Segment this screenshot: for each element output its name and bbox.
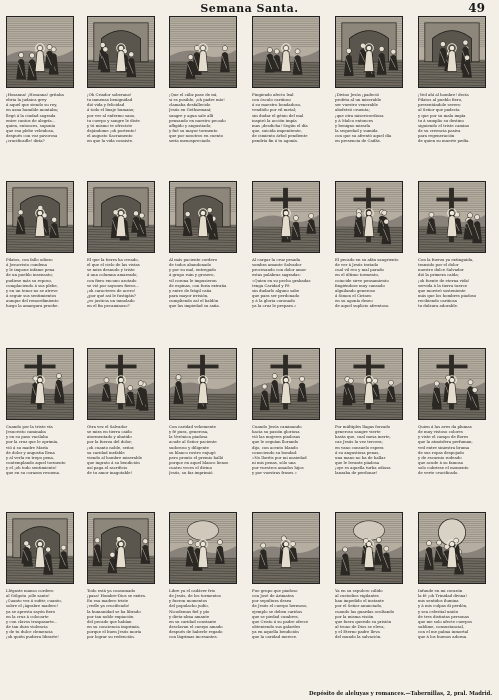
verse-line: de tan dura violencia: [6, 624, 48, 630]
verse-line: se mira desnudo y triste: [87, 267, 135, 273]
verse-line: y con clavos traspasarte...: [6, 618, 58, 624]
woodcut-illustration: [418, 181, 486, 253]
verse-line: mis sentidos ilumina: [418, 598, 459, 604]
verse-line: de Jesús, de los tormentos: [169, 593, 221, 599]
verse-caption: [6, 588, 74, 640]
verse-line: dió la primera caída;: [418, 272, 459, 278]
verse-line: Infunde en mi corazón: [418, 588, 463, 593]
verse-line: y en un tenor no se atreve: [6, 287, 58, 293]
verse-line: ¡pasa! Hombre-Dios se exitra.: [87, 593, 147, 599]
woodcut-illustration: [418, 512, 486, 584]
verse-caption: [252, 588, 320, 640]
woodcut-illustration: [87, 348, 155, 420]
verse-line: Cuando por la triste vía: [6, 424, 53, 429]
verse-line: pendría fin á tu agonía.: [252, 138, 299, 144]
verse-line: inspiró la acción impía: [252, 117, 297, 123]
verse-line: más que los hombres piadoso: [418, 293, 477, 299]
verse-line: que morriró sosteniente: [418, 287, 466, 293]
verse-line: que le levante piadosa: [335, 460, 380, 466]
verse-line: en asna humilde montaba;: [6, 107, 59, 113]
verse-line: y á la gloria coronado: [252, 298, 295, 304]
verse-line: abofeteó cruenta;: [335, 107, 370, 113]
verse-line: cae Jesús la vez tercera;: [335, 439, 383, 445]
verse-line: sin dudarlo alguno sabe: [252, 287, 300, 293]
verse-line: por la fuerza del dolor;: [87, 439, 133, 445]
verse-caption: [169, 92, 237, 144]
verse-line: que le seguían llorando: [252, 439, 299, 445]
verse-line: porque en aquel blanco lienzo: [169, 460, 229, 466]
verse-line: ¿por qué así le fustigáis?: [87, 293, 137, 299]
verse-line: con lágrimas incesantes.: [169, 634, 218, 640]
verse-line: ejemplo se deben cariños: [252, 608, 303, 614]
verse-line: ¡oh cuanto noble, señor,: [87, 444, 135, 450]
verse-caption: [252, 257, 320, 309]
verse-line: clamaba desfallecido: [169, 102, 211, 108]
verse-line: y por su mal, entregado: [169, 267, 217, 273]
verse-line: ya la cruz le prepara.»: [252, 303, 297, 309]
verse-line: de ver á Jesús tratado: [335, 262, 379, 268]
verse-line: que acude á su famosa: [418, 460, 463, 466]
verse-line: y al verla en trepo pena,: [6, 454, 55, 460]
verse-line: en el fin pecaminoso?: [87, 303, 130, 309]
verse-caption: [418, 588, 486, 640]
verse-line: hacia su pasión gloriosa: [252, 429, 300, 435]
verse-line: ebria la judaica grey: [6, 97, 47, 103]
verse-line: á todo el linaje humano;: [87, 107, 135, 113]
verse-line: del mundo la salvación.: [335, 634, 382, 640]
verse-line: en su agonía deseo: [335, 298, 373, 304]
verse-line: sudoroso y diligente: [169, 444, 209, 450]
verse-line: en presencia de Caifás.: [335, 138, 382, 144]
verse-line: al Señor que padecía: [418, 107, 460, 113]
verse-line: quien, entonces, suponía: [6, 122, 56, 128]
verse-line: la Verónica piadosa: [169, 434, 208, 440]
verse-line: transido por el dolor: [418, 262, 459, 268]
verse-line: al Gólgota ¡oíle santo!: [6, 593, 50, 599]
verse-line: de muy vistoso colores: [418, 429, 463, 435]
verse-line: del populacho judío,: [169, 603, 209, 609]
woodcut-illustration: [6, 16, 74, 88]
verse-line: En esa madero triste: [87, 598, 129, 604]
verse-line: ¡Oh Criador soberano!: [87, 92, 132, 97]
verse-line: al custodios vigilantes: [335, 593, 379, 599]
woodcut-illustration: [252, 16, 320, 88]
verse-line: Otra vez el Salvador: [87, 424, 128, 429]
verse-line: que fuera querido su prisión: [335, 618, 392, 624]
verse-line: y sea celestial unión: [418, 608, 459, 614]
woodcut-illustration: [169, 512, 237, 584]
verse-line: y fué su mayor tormento: [169, 128, 218, 134]
verse-line: acude al Señor paciente: [169, 439, 217, 445]
verse-line: á grupo ruin y grosero,: [169, 272, 215, 278]
woodcut-illustration: [6, 512, 74, 584]
verse-line: con fiero encono azotado: [87, 277, 137, 283]
verse-line: para regeneración: [418, 133, 455, 139]
verse-line: pudiese más su reposo,: [6, 277, 53, 283]
verse-line: por la cruz que le oprimía,: [6, 439, 59, 445]
verse-line: á su maestro bondadoso,: [252, 102, 302, 108]
verse-line: afligido y angustiado;: [169, 122, 212, 128]
verse-caption: [335, 257, 403, 309]
verse-line: Con caridad vehemente: [169, 424, 216, 429]
verse-line: El que la tierra ha creado,: [87, 257, 139, 262]
verse-line: cumpliendo así el baldón: [169, 298, 219, 304]
verse-line: de un pueblo insensato;: [6, 272, 53, 278]
woodcut-illustration: [335, 16, 403, 88]
verse-line: y por vuestras frases.»: [252, 470, 297, 476]
verse-line: de Jesús el cuerpo hermoso,: [252, 603, 308, 609]
verse-line: ¡oye es aquella turba odiosa: [335, 465, 391, 471]
woodcut-illustration: [169, 16, 237, 88]
verse-caption: [418, 257, 486, 309]
verse-line: nuestro dulce Salvador: [418, 267, 464, 273]
woodcut-illustration: [252, 181, 320, 253]
verse-line: que por nosotros en cuento: [169, 133, 224, 139]
verse-line: por el Señor anunciado,: [335, 603, 383, 609]
verse-caption: [252, 92, 320, 144]
verse-line: ¡que otra misericordiosa: [335, 112, 384, 118]
verse-caption: [335, 424, 403, 476]
verse-line: sería menospreciado.: [169, 138, 212, 144]
verse-line: alguilando generoso: [335, 287, 376, 293]
verse-line: á seguir sus sentimientos: [6, 293, 57, 299]
verse-line: procesando con dolor amor: [252, 267, 307, 273]
verse-line: Jesucristo caminaba: [6, 429, 46, 435]
verse-line: Cuando Jesús caminando: [252, 424, 302, 429]
woodcut-illustration: [6, 181, 74, 253]
verse-line: pensando en nuestro pecado: [169, 117, 226, 123]
verse-line: la sequedad y sumida: [335, 128, 378, 134]
woodcut-illustration: [252, 348, 320, 420]
verse-line: vió á su madre María: [6, 444, 48, 450]
verse-line: y le impone infame pena: [6, 267, 55, 273]
verse-line: complaciendo á sus plebe,: [6, 282, 58, 288]
verse-line: tu dulzura adorable.: [418, 303, 459, 309]
verse-line: y á Malco entonces: [335, 117, 373, 123]
verse-line: vió las mujeres piadosas: [252, 434, 301, 440]
verse-line: á su angustiosa penas,: [335, 449, 380, 455]
verse-line: después de haberle regado: [169, 629, 223, 635]
verse-line: con que su afrentó aquel día: [335, 133, 392, 139]
verse-line: El pecado en su afán sangriento: [335, 257, 399, 262]
verse-line: y en su paso vacilaba: [6, 434, 48, 440]
verse-line: que ingrato á su bendición: [87, 460, 140, 466]
verse-line: á Jesucristo condena: [6, 262, 47, 268]
verse-line: de sus ropas despojado: [418, 449, 464, 455]
woodcut-illustration: [169, 181, 237, 253]
verse-line: así paga el sacrificio: [87, 465, 128, 471]
verse-caption: [87, 257, 155, 309]
verse-line: vendiólo por vil metal;: [252, 107, 297, 113]
verse-caption: [87, 588, 155, 640]
verse-caption: [6, 424, 74, 476]
verse-line: coincide sirve pensamiento: [335, 277, 389, 283]
verse-line: si es posible, ¡oh padre mío!: [169, 97, 225, 103]
verse-caption: [335, 588, 403, 640]
verse-line: Llégaste manso cordero: [6, 588, 54, 593]
verse-line: de espinas, con furia extraña: [169, 282, 227, 288]
verse-line: generoso sangre vierte: [335, 429, 381, 435]
verse-line: dió vida y felicidad: [87, 102, 125, 108]
verse-line: que esa plebe veleidosa,: [6, 128, 55, 134]
verse-line: Ya en su sepulcro cálido: [335, 588, 383, 593]
verse-line: tu á sumplio su destino: [418, 117, 464, 123]
verse-line: Jesús en Gethsemaní;: [169, 107, 212, 113]
verse-caption: [418, 424, 486, 476]
verse-line: sin dudar el génio del mal: [252, 112, 304, 118]
verse-line: por tan noble expiación: [87, 613, 134, 619]
verse-line: sublime, consustancial,: [418, 624, 465, 630]
verse-line: de tu amor inagotable!: [87, 470, 133, 476]
verse-caption: [169, 257, 237, 309]
verse-line: Al más paciente cordero: [169, 257, 218, 262]
verse-line: ¡Hosanna! ¡Hosanna! gritaba: [6, 92, 64, 97]
verse-line: hasta que, cual mesa inerte,: [335, 434, 391, 440]
verse-line: del pecado que habían: [87, 618, 132, 624]
verse-line: Todo está ya consumado: [87, 588, 136, 593]
verse-line: al trono de Dios se eleva,: [335, 624, 385, 630]
verse-line: Libre ya el cadáver frío: [169, 588, 216, 593]
verse-line: desclavan el cuerpo amado: [169, 624, 223, 630]
verse-line: «No lloréis por mi ansiedad: [252, 454, 307, 460]
verse-line: ¡Divino Jesús ¡padeció: [335, 92, 379, 97]
verse-line: de su creencia pasiva: [418, 128, 461, 134]
verse-caption: [169, 424, 237, 476]
verse-line: viendo al hombre miserable: [87, 454, 142, 460]
verse-line: en que la vida consiste.: [87, 138, 134, 144]
verse-line: Con la fuerza ya extinguida,: [418, 257, 474, 262]
verse-line: que Cristo á su padre ofrece: [252, 618, 309, 624]
verse-caption: [87, 424, 155, 476]
verse-line: pero pronto el premio halló: [169, 454, 224, 460]
verse-line: y de escarnio rodeado: [418, 454, 462, 460]
verse-line: porque el buen Jesús moría: [87, 629, 142, 635]
verse-line: ¡oh quién pudiera librarte!: [6, 634, 59, 640]
woodcut-illustration: [335, 512, 403, 584]
verse-line: de aquel suplicio afrentoso.: [335, 303, 390, 309]
verse-line: la humanidad se ha librado: [87, 608, 141, 614]
verse-line: cuando las guardas ocultando: [335, 608, 395, 614]
verse-caption: [6, 92, 74, 144]
verse-line: y viste el campo de flores: [418, 434, 469, 440]
verse-line: Pilatos al pueblo fiero,: [418, 97, 463, 103]
verse-line: su caridad inefable: [87, 449, 125, 455]
verse-line: con José de Arimatea: [252, 593, 294, 599]
verse-line: después con voz pavorosa: [6, 133, 58, 139]
verse-line: y que por su mala impía: [418, 112, 466, 118]
verse-line: cual vil reo y mal parado: [335, 267, 384, 273]
verse-line: ¡oh caracteres de acero!: [87, 287, 136, 293]
verse-line: de dolor y angustia llena: [6, 449, 55, 455]
page-title: Semana Santa.: [200, 2, 299, 15]
verse-line: profeta al un miserable: [335, 97, 382, 103]
verse-line: ya en aquella bendición: [252, 629, 299, 635]
verse-line: y fé pura, generosa,: [169, 429, 209, 435]
verse-line: en su caridad constante: [169, 618, 217, 624]
verse-line: ¡Ved ahí al hombre! decía: [418, 92, 469, 97]
verse-line: sangre y agua sale allí: [169, 112, 214, 118]
verse-line: el augusto Sacramento: [87, 133, 133, 139]
verse-line: y el ¡oh todo sentimiento!: [6, 465, 57, 471]
verse-line: tu inmensa benignidad: [87, 97, 133, 103]
verse-line: contemplando aquel tormento: [6, 460, 66, 466]
verse-line: que en su corazon resuena.: [6, 470, 61, 476]
verse-line: y entre de frágil caña: [169, 287, 212, 293]
verse-line: estas palabras sagradas:: [252, 272, 301, 278]
verse-line: Por múltiples llagas forzado: [335, 424, 391, 429]
verse-line: de todos abandonado: [169, 262, 212, 268]
verse-line: de verte crucificado.: [418, 470, 459, 476]
verse-line: ¡vedle ya crucificado!: [87, 603, 130, 609]
verse-line: á Simon el Cirineo: [335, 293, 372, 299]
verse-line: con el me palma inmortal: [418, 629, 469, 635]
verse-line: ¡oh fuente de eterna vida!: [418, 277, 470, 283]
verse-line: y á mis culpas di perdón,: [418, 603, 468, 609]
publisher-imprint: Depósito de aleluyas y romances.—Tabernillas, 2, pral. Madrid.: [308, 691, 492, 697]
verse-caption: [6, 257, 74, 309]
verse-line: se vió por sayones fieros...: [87, 282, 140, 288]
verse-line: que las impiedad su saña.: [169, 303, 220, 309]
verse-line: y el Eterno padre lleva: [335, 629, 380, 635]
woodcut-illustration: [252, 512, 320, 584]
verse-line: sombra amante Salvador: [252, 262, 302, 268]
verse-line: Nicodemus fiel y pío: [169, 608, 210, 614]
verse-line: recibiendo cariñosa: [418, 298, 457, 304]
verse-line: por lograr su redención.: [87, 634, 135, 640]
verse-line: Al cargar la cruz pesada: [252, 257, 301, 262]
woodcut-illustration: [87, 181, 155, 253]
verse-line: ya se apresta sayón fiero: [6, 608, 56, 614]
verse-line: obteniendo sus galardes: [252, 624, 301, 630]
woodcut-illustration: [87, 512, 155, 584]
verse-line: ¡crucificadle! diría?: [6, 138, 45, 144]
woodcut-illustration: [418, 16, 486, 88]
verse-line: por vuestros amados hijos: [252, 465, 304, 471]
woodcut-illustration: [6, 348, 74, 420]
verse-line: y fueron momentos: [169, 598, 208, 604]
verse-line: el que el cielo de las vistas: [87, 262, 140, 268]
verse-line: dejándome ¡oh portento!: [87, 128, 137, 134]
verse-line: conociendo su bondad:: [252, 449, 298, 455]
verse-line: ni mis penas, sólo una: [252, 460, 296, 466]
verse-line: con ósculo cariñoso: [252, 97, 291, 103]
verse-line: «Quien en su pecho grabadas: [252, 277, 311, 283]
verse-line: y de tu dulce clemencia: [6, 629, 53, 635]
verse-line: de tres distintas personas: [418, 613, 469, 619]
verse-line: Fue grupo que piadoso: [252, 588, 298, 593]
verse-caption: [252, 424, 320, 476]
verse-line: llegó á la ciudad sagrada: [6, 112, 56, 118]
woodcut-illustration: [335, 348, 403, 420]
page-number: 49: [468, 1, 485, 15]
verse-line: de cimiento árbol pendiente: [252, 133, 308, 139]
verse-line: atormentado y abatido: [87, 434, 132, 440]
verse-line: en vano consuelo espera: [335, 444, 384, 450]
verse-line: la fé ¡oh Trinidad divina!: [418, 593, 467, 599]
verse-line: á aquel que siendo su rey,: [6, 102, 58, 108]
verse-line: que la atmósfera perfuman,: [418, 439, 473, 445]
woodcut-illustration: [169, 348, 237, 420]
verse-line: que la caridad merece.: [252, 634, 298, 640]
verse-line: ¡Que el cáliz pase de mí,: [169, 92, 218, 97]
verse-line: Fingiendo afecto leal: [252, 92, 294, 97]
verse-line: y dieta-alma amante: [169, 613, 210, 619]
verse-line: luego la amargura pruebe.: [6, 303, 59, 309]
verse-line: por sepultura desea: [252, 598, 292, 604]
verse-line: ser vuestro venerable: [335, 102, 378, 108]
verse-line: y benigno mirarla: [335, 122, 371, 128]
verse-line: Quien á las aves da plumas: [418, 424, 472, 429]
verse-line: sobre el ¡ágrabre madero!: [6, 603, 59, 609]
verse-line: ¡Cuanto vez á sufrir, cuanto,: [6, 598, 62, 604]
verse-line: entre cantos de alegría...: [6, 117, 56, 123]
woodcut-illustration: [87, 16, 155, 88]
verse-line: aunque del remordimiento: [6, 298, 59, 304]
verse-line: para mayor irrisión,: [169, 293, 209, 299]
verse-caption: [335, 92, 403, 144]
verse-line: y tú mismo te ofreciste: [87, 122, 133, 128]
verse-line: solo cubriese el momento: [418, 465, 469, 471]
verse-caption: [418, 92, 486, 144]
verse-line: ved entre siniestra bruma: [418, 444, 470, 450]
verse-line: han impedido el instante: [335, 598, 384, 604]
verse-line: lanzaba de perdonar!: [335, 470, 378, 476]
verse-line: que me solo afecte cuerpos: [418, 618, 472, 624]
woodcut-illustration: [335, 181, 403, 253]
verse-line: Jesús, su faz imprimió.: [169, 470, 214, 476]
verse-line: en el último tormento,: [335, 272, 380, 278]
verse-line: su blanco rostro enjugó: [169, 449, 216, 455]
verse-line: que, suicida impenitente,: [252, 128, 302, 134]
verse-line: que á los buenos adorna.: [418, 634, 468, 640]
verse-line: Pilatos, con fallo odioso: [6, 257, 53, 262]
verse-line: á una columna amarrado;: [87, 272, 138, 278]
verse-line: mas ¡desdicha! Según el día: [252, 122, 308, 128]
verse-line: tu cuerpo y sangre le diste: [87, 117, 140, 123]
verse-line: presentándole severo: [418, 102, 461, 108]
verse-line: fingiéndose muy cansado: [335, 282, 385, 288]
verse-line: se mira en tierra caido: [87, 429, 132, 435]
verse-line: por la misma visión: [335, 613, 374, 619]
verse-line: que se piedad cumbres,: [252, 613, 299, 619]
verse-caption: [169, 588, 237, 640]
verse-line: por ver al enfermo sano,: [87, 112, 136, 118]
verse-line: dijo, con acento blando: [252, 444, 298, 450]
verse-line: tenga Caridad y Fé: [252, 282, 290, 288]
verse-line: una mano no ha de hallar: [335, 454, 386, 460]
verse-line: servida á la tierra tuerce: [418, 282, 468, 288]
verse-line: vil corona le impusieron: [169, 277, 217, 283]
verse-line: cuatro veces el divino: [169, 465, 213, 471]
verse-line: en la cruz á colocarte: [6, 613, 49, 619]
verse-line: que para ser perdonado: [252, 293, 300, 299]
verse-caption: [87, 92, 155, 144]
verse-line: siguiendo el triste camino: [418, 122, 470, 128]
verse-line: de quien su muerte pedía.: [418, 138, 470, 144]
verse-line: en su conciencia imprimía,: [87, 624, 141, 630]
woodcut-illustration: [418, 348, 486, 420]
verse-line: ¿es justicia un inmolado: [87, 298, 135, 304]
